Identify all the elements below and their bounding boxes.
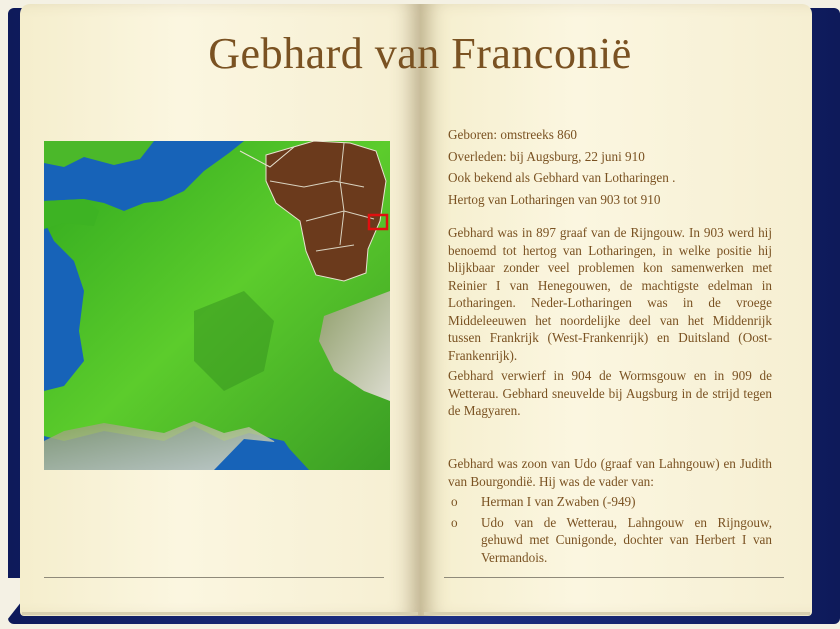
paragraph: Gebhard was in 897 graaf van de Rijngouw. In 903 werd hij benoemd tot hertog van Lotharingen, in welke positie hij blijkbaar zonder veel problemen kon samenwerken met Reinier I van Henegouwen, de machtigste edelman in Lotharingen. Neder-Lotharingen was in de vroege Middeleeuwen het noordelijke deel van het Middenrijk tussen Frankrijk (West-Frankenrijk) en Duitsland (Oost-Frankenrijk). xyxy=(448,225,772,363)
page-stack-left xyxy=(22,612,418,615)
page-stack-right xyxy=(424,612,810,615)
history-block xyxy=(448,224,772,423)
children-list xyxy=(448,493,772,566)
bullet-icon: o xyxy=(451,514,458,530)
family-block xyxy=(448,455,772,569)
paragraph: Gebhard verwierf in 904 de Wormsgouw en in 909 de Wetterau. Gebhard sneuvelde bij Augsburg in de strijd tegen de Magyaren. xyxy=(448,368,772,418)
child-name: Udo van de Wetterau, Lahngouw en Rijngouw, gehuwd met Cunigonde, dochter van Herbert I van Vermandois. xyxy=(481,514,772,565)
title-held-line: Hertog van Lotharingen van 903 tot 910 xyxy=(448,191,661,207)
bullet-icon: o xyxy=(451,494,458,509)
bio-block xyxy=(448,126,772,212)
child-name: Herman I van Zwaben (-949) xyxy=(481,494,636,509)
page-title: Gebhard van Franconië xyxy=(208,29,632,78)
aka-line: Ook bekend als Gebhard van Lotharingen . xyxy=(448,170,676,185)
list-item xyxy=(448,514,772,567)
left-page-rule xyxy=(44,577,384,578)
map-svg xyxy=(44,141,390,470)
died-line: Overleden: bij Augsburg, 22 juni 910 xyxy=(448,148,645,164)
region-map xyxy=(44,141,390,470)
family-intro: Gebhard was zoon van Udo (graaf van Lahngouw) en Judith van Bourgondië. Hij was de vader van: xyxy=(448,456,772,489)
list-item xyxy=(448,493,772,511)
right-page-rule xyxy=(444,577,784,578)
born-line: Geboren: omstreeks 860 xyxy=(448,127,577,142)
